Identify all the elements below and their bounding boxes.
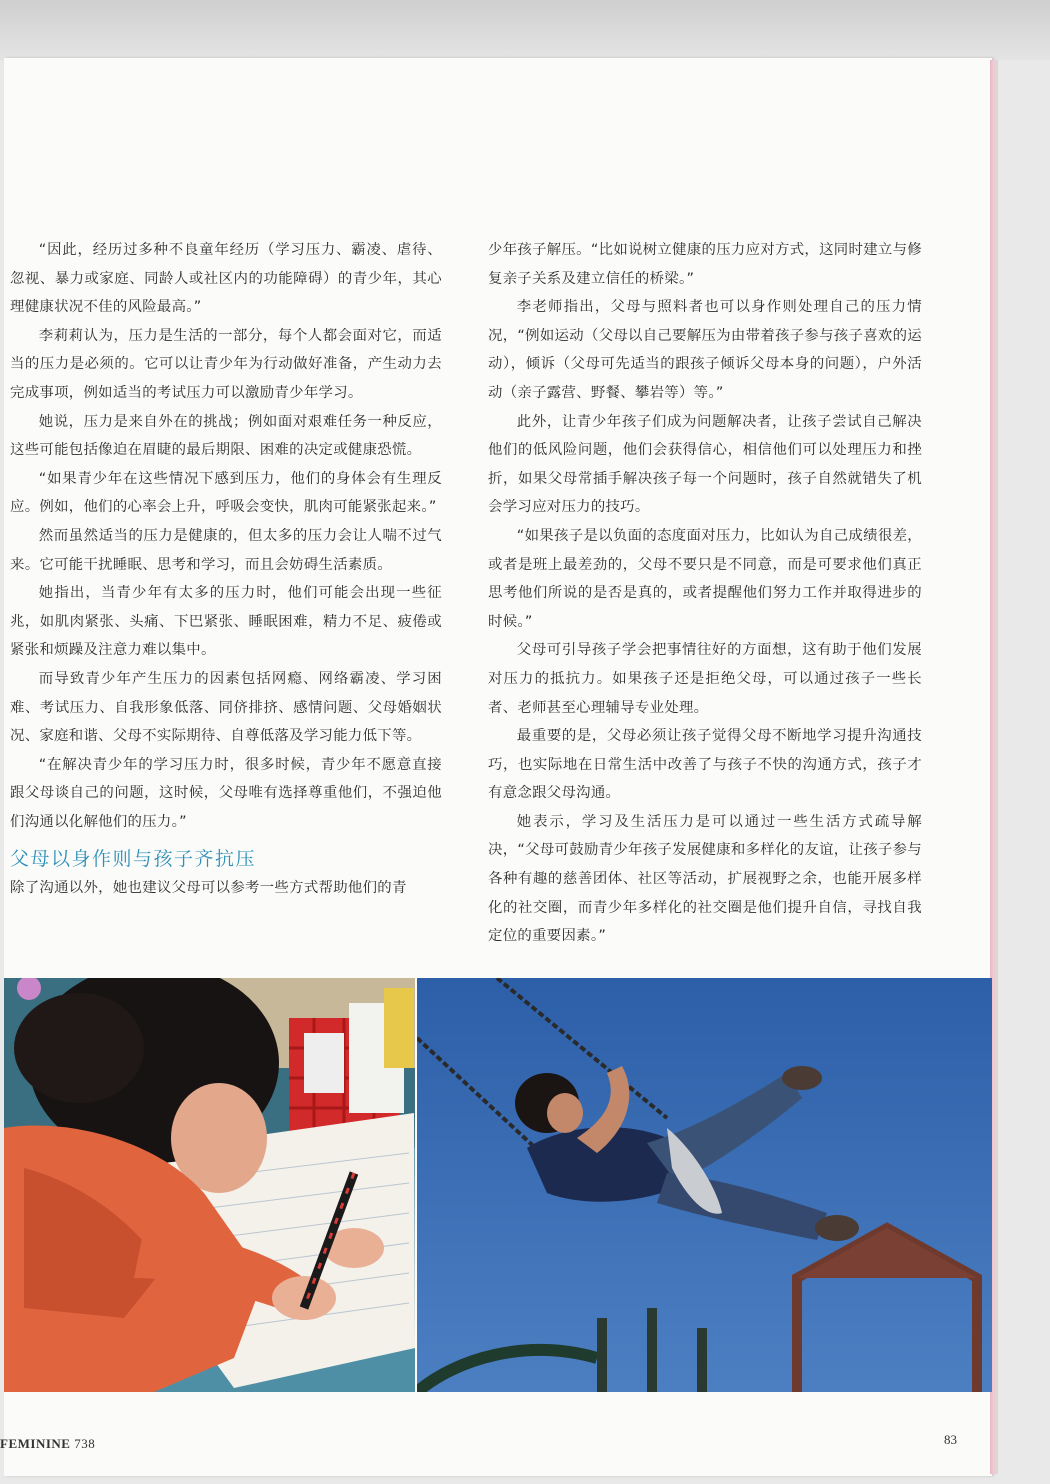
paragraph: 她说，压力是来自外在的挑战；例如面对艰难任务一种反应，这些可能包括像迫在眉睫的最后期限、困难的决定或健康恐慌。 <box>10 413 442 459</box>
paragraph: “在解决青少年的学习压力时，很多时候，青少年不愿意直接跟父母谈自己的问题，这时候，父母唯有选择尊重他们，不强迫他们沟通以化解他们的压力。” <box>10 756 442 830</box>
photo-child-writing <box>4 978 415 1392</box>
paragraph: 最重要的是，父母必须让孩子觉得父母不断地学习提升沟通技巧，也实际地在日常生活中改善了与孩子不快的沟通方式，孩子才有意念跟父母沟通。 <box>488 728 922 802</box>
issue-number: 738 <box>74 1436 96 1451</box>
paragraph: 李莉莉认为，压力是生活的一部分，每个人都会面对它，而适当的压力是必须的。它可以让青少年为行动做好准备，产生动力去完成事项，例如适当的考试压力可以激励青少年学习。 <box>10 327 442 401</box>
right-column <box>488 236 922 951</box>
paragraph: 父母可引导孩子学会把事情往好的方面想，这有助于他们发展对压力的抵抗力。如果孩子还是拒绝父母，可以通过孩子一些长者、老师甚至心理辅导专业处理。 <box>488 642 922 716</box>
paragraph: “如果孩子是以负面的态度面对压力，比如认为自己成绩很差，或者是班上最差劲的，父母不要只是不同意，而是可要求他们真正思考他们所说的是否是真的，或者提醒他们努力工作并取得进步的时候。” <box>488 527 922 630</box>
paragraph-continuation: 少年孩子解压。“比如说树立健康的压力应对方式，这同时建立与修复亲子关系及建立信任的桥梁。” <box>488 242 922 287</box>
left-column <box>10 236 442 903</box>
footer-magazine <box>0 1436 95 1452</box>
paragraph: 她指出，当青少年有太多的压力时，他们可能会出现一些征兆，如肌肉紧张、头痛、下巴紧张、睡眠困难，精力不足、疲倦或紧张和烦躁及注意力难以集中。 <box>10 585 442 659</box>
paragraph: 而导致青少年产生压力的因素包括网瘾、网络霸凌、学习困难、考试压力、自我形象低落、同侪排挤、感情问题、父母婚姻状况、家庭和谐、父母不实际期待、自尊低落及学习能力低下等。 <box>10 670 442 745</box>
paragraph: 然而虽然适当的压力是健康的，但太多的压力会让人喘不过气来。它可能干扰睡眠、思考和学习，而且会妨碍生活素质。 <box>10 527 442 573</box>
section-subheading: 父母以身作则与孩子齐抗压 <box>10 848 257 871</box>
paragraph: 此外，让青少年孩子们成为问题解决者，让孩子尝试自己解决他们的低风险问题，他们会获得信心，相信他们可以处理压力和挫折，如果父母常插手解决孩子每一个问题时，孩子自然就错失了机会学习应对压力的技巧。 <box>488 413 922 516</box>
paragraph: 李老师指出，父母与照料者也可以身作则处理自己的压力情况，“例如运动（父母以自己要解压为由带着孩子参与孩子喜欢的运动），倾诉（父母可先适当的跟孩子倾诉父母本身的问题），户外活动（亲子露营、野餐、攀岩等）等。” <box>488 299 922 401</box>
paragraph: 除了沟通以外，她也建议父母可以参考一些方式帮助他们的青 <box>10 880 407 897</box>
photo-boy-swing <box>417 978 992 1392</box>
scan-background <box>0 0 1050 60</box>
paragraph: “如果青少年在这些情况下感到压力，他们的身体会有生理反应。例如，他们的心率会上升，呼吸会变快，肌肉可能紧张起来。” <box>10 470 442 516</box>
paragraph: 她表示，学习及生活压力是可以通过一些生活方式疏导解决，“父母可鼓励青少年孩子发展健康和多样化的友谊，让孩子参与各种有趣的慈善团体、社区等活动，扩展视野之余，也能开展多样化的社交圈，而青少年多样化的社交圈是他们提升自信，寻找自我定位的重要因素。” <box>488 813 922 945</box>
paragraph: “因此，经历过多种不良童年经历（学习压力、霸凌、虐待、忽视、暴力或家庭、同龄人或社区内的功能障碍）的青少年，其心理健康状况不佳的风险最高。” <box>10 242 442 316</box>
page-number: 83 <box>944 1432 957 1447</box>
magazine-name: FEMININE <box>0 1436 71 1451</box>
